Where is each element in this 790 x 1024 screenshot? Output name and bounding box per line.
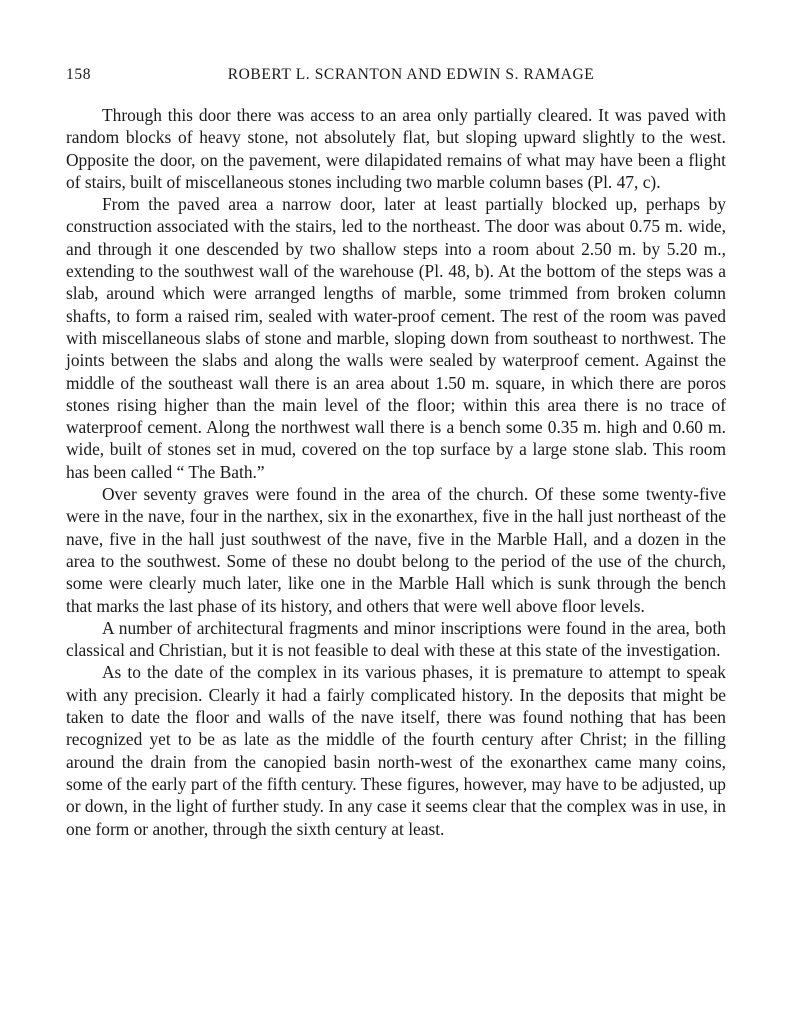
paragraph: As to the date of the complex in its various phases, it is premature to attempt to speak with any precision. Clearly it had a fairly complicated history. In the deposits that might be taken to date the floor and walls of the nave itself, there was found nothing that has been recognized yet to be as late as the middle of the fourth century after Christ; in the filling around the drain from the canopied basin north-west of the exonarthex came many coins, some of the early part of the fifth century. These figures, however, may have to be adjusted, up or down, in the light of further study. In any case it seems clear that the complex was in use, in one form or another, through the sixth century at least.: [66, 662, 726, 839]
page-number: 158: [66, 66, 92, 83]
running-head: ROBERT L. SCRANTON AND EDWIN S. RAMAGE: [227, 66, 595, 83]
paragraph: Through this door there was access to an area only partially cleared. It was paved with random blocks of heavy stone, not absolutely flat, but sloping upward slightly to the west. Opposite the door, on the pavement, were dilapidated remains of what may have been a flight of stairs, built of miscellaneous stones including two marble column bases (Pl. 47, c).: [66, 105, 726, 192]
paragraph: Over seventy graves were found in the area of the church. Of these some twenty-five were in the nave, four in the narthex, six in the exonarthex, five in the hall just northeast of the nave, five in the hall just southwest of the nave, five in the Marble Hall, and a dozen in the area to the southwest. Some of these no doubt belong to the period of the use of the church, some were clearly much later, like one in the Marble Hall which is sunk through the bench that marks the last phase of its history, and others that were well above floor levels.: [66, 484, 726, 616]
page: [66, 66, 726, 840]
paragraph: A number of architectural fragments and minor inscriptions were found in the area, both classical and Christian, but it is not feasible to deal with these at this state of the investigation.: [66, 617, 726, 661]
body-text: [66, 104, 726, 840]
paragraph: From the paved area a narrow door, later at least partially blocked up, perhaps by construction associated with the stairs, led to the northeast. The door was about 0.75 m. wide, and through it one descended by two shallow steps into a room about 2.50 m. by 5.20 m., extending to the southwest wall of the warehouse (Pl. 48, b). At the bottom of the steps was a slab, around which were arranged lengths of marble, some trimmed from broken column shafts, to form a raised rim, sealed with water-proof cement. The rest of the room was paved with miscellaneous slabs of stone and marble, sloping down from southeast to northwest. The joints between the slabs and along the walls were sealed by waterproof cement. Against the middle of the southeast wall there is an area about 1.50 m. square, in which there are poros stones rising higher than the main level of the floor; within this area there is no trace of waterproof cement. Along the northwest wall there is a bench some 0.35 m. high and 0.60 m. wide, built of stones set in mud, covered on the top surface by a large stone slab. This room has been called “ The Bath.”: [66, 194, 726, 482]
page-header: [66, 66, 726, 88]
